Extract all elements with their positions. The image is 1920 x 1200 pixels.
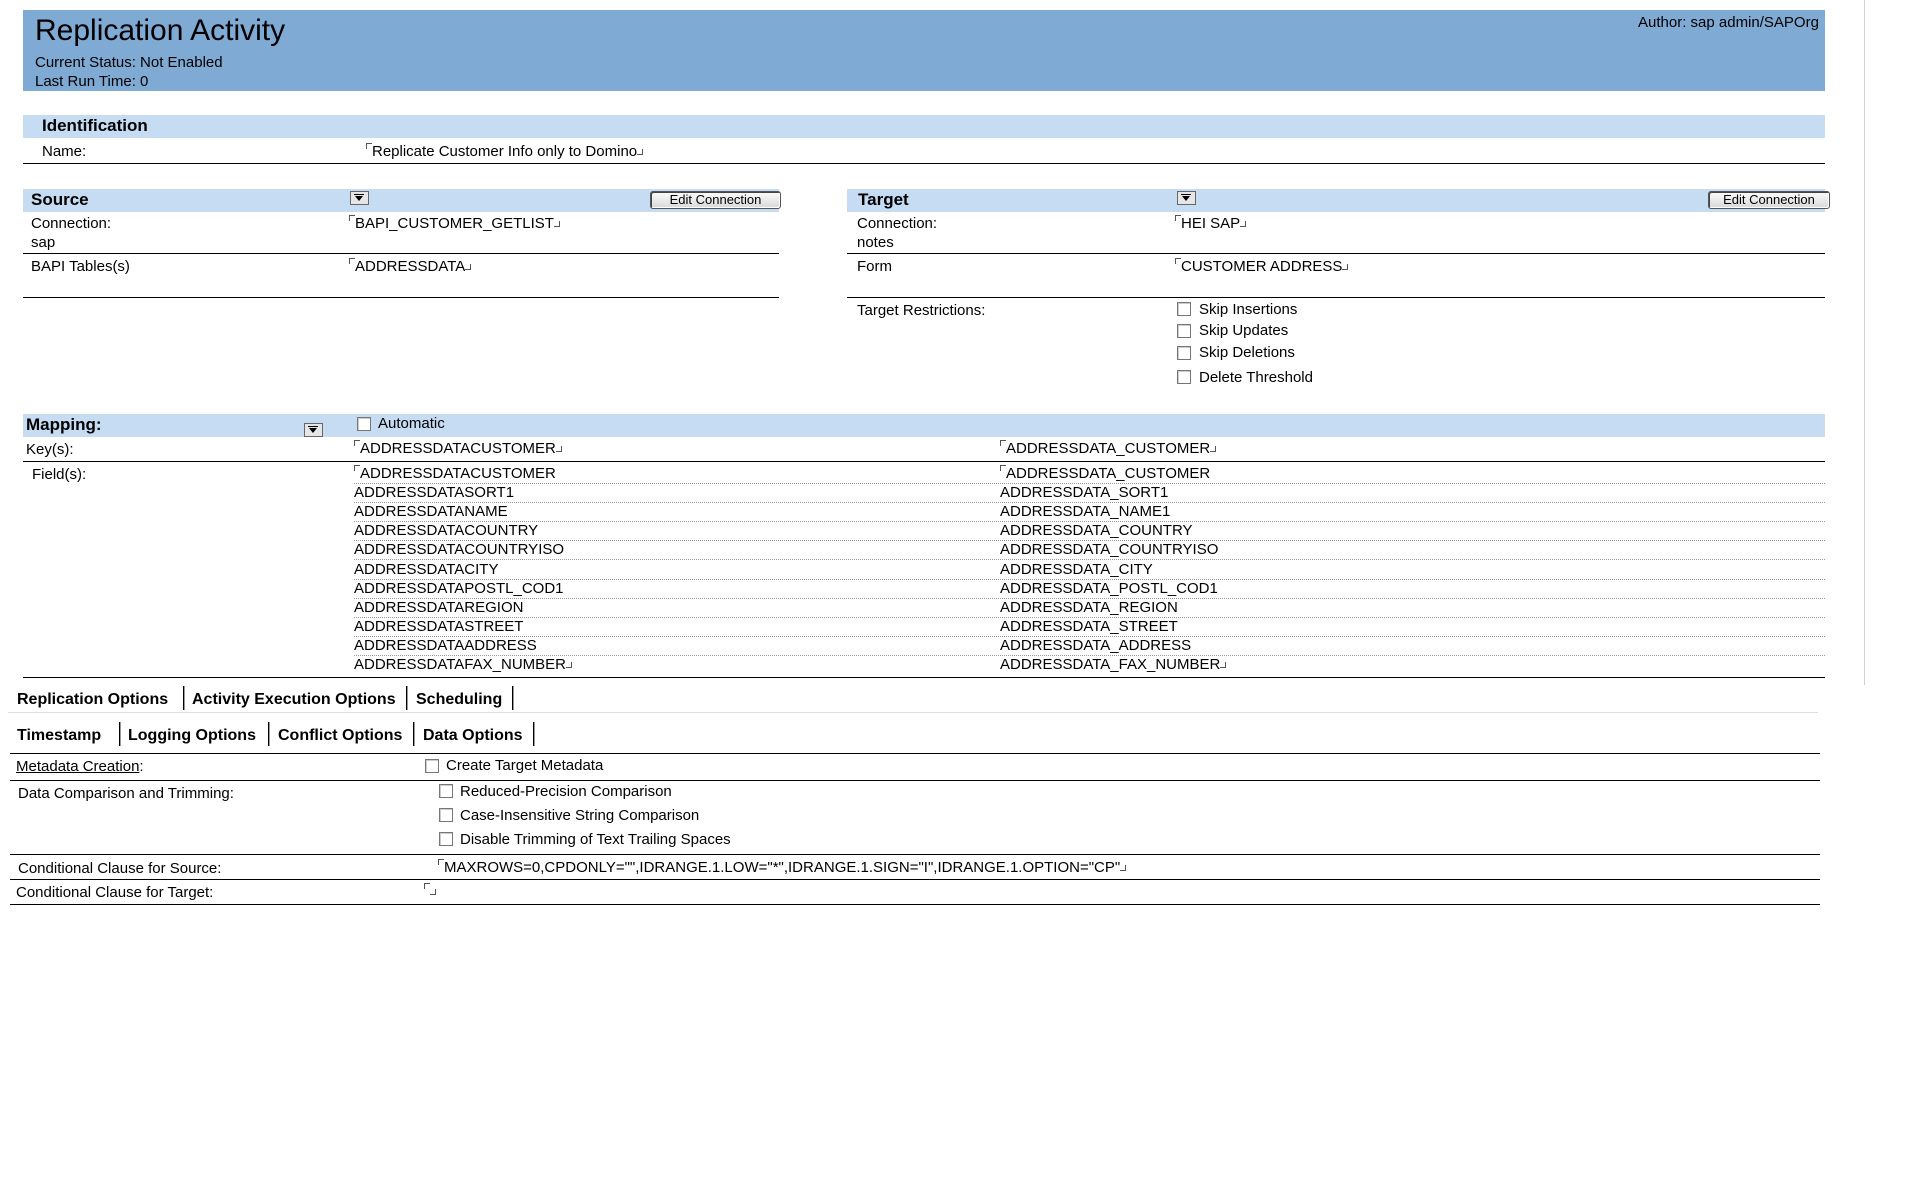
field-source-item [354, 618, 523, 636]
tab-data-options[interactable]: Data Options [423, 727, 523, 744]
skip-deletions-label: Skip Deletions [1199, 344, 1295, 361]
target-clause-field[interactable] [424, 883, 436, 901]
case-insensitive-checkbox[interactable] [439, 808, 453, 822]
divider [23, 461, 1825, 462]
field-source-item [354, 580, 564, 598]
target-connection-field[interactable] [1175, 215, 1246, 233]
field-target-text: ADDRESSDATA_POSTL_COD1 [1000, 580, 1218, 597]
field-row-divider [354, 598, 1825, 599]
last-run-time: Last Run Time: 0 [35, 73, 149, 90]
field-source-item [354, 561, 498, 579]
field-target-text: ADDRESSDATA_COUNTRYISO [1000, 541, 1219, 558]
tab-replication-options[interactable]: Replication Options [17, 691, 169, 708]
field-target-item [1000, 484, 1168, 502]
delete-threshold-label: Delete Threshold [1199, 369, 1313, 386]
metadata-creation-label [16, 758, 144, 776]
data-comparison-label: Data Comparison and Trimming: [18, 785, 234, 802]
mapping-heading: Mapping: [26, 415, 102, 434]
source-clause-value: MAXROWS=0,CPDONLY="",IDRANGE.1.LOW="*",IDRANGE.1.SIGN="I",IDRANGE.1.OPTION="CP" [444, 859, 1121, 876]
skip-insertions-checkbox[interactable] [1177, 302, 1191, 316]
divider [23, 677, 1825, 678]
reduced-precision-checkbox[interactable] [439, 784, 453, 798]
skip-updates-checkbox[interactable] [1177, 324, 1191, 338]
divider [10, 879, 1820, 880]
divider [847, 253, 1825, 254]
source-connection-value: BAPI_CUSTOMER_GETLIST [355, 215, 554, 232]
scrollbar[interactable] [1864, 0, 1865, 685]
current-status: Current Status: Not Enabled [35, 54, 223, 71]
field-target-item [1000, 637, 1191, 655]
reduced-precision-label: Reduced-Precision Comparison [460, 783, 672, 800]
field-source-text: ADDRESSDATAPOSTL_COD1 [354, 580, 564, 597]
bapi-tables-label: BAPI Tables(s) [31, 258, 130, 275]
field-target-item [1000, 618, 1178, 636]
mapping-dropdown-icon[interactable] [304, 423, 323, 437]
field-target-item [1000, 465, 1210, 483]
identification-heading: Identification [42, 116, 148, 135]
field-row-divider [354, 655, 1825, 656]
page-title: Replication Activity [35, 14, 286, 47]
field-target-text: ADDRESSDATA_NAME1 [1000, 503, 1171, 520]
field-source-text: ADDRESSDATAFAX_NUMBER [354, 656, 566, 673]
field-target-text: ADDRESSDATA_COUNTRY [1000, 522, 1193, 539]
field-source-item [354, 503, 508, 521]
bapi-tables-value: ADDRESSDATA [355, 258, 466, 275]
skip-updates-label: Skip Updates [1199, 322, 1289, 339]
source-heading: Source [31, 190, 89, 209]
field-source-text: ADDRESSDATASORT1 [354, 484, 515, 501]
target-connection-label: Connection: [857, 215, 938, 232]
case-insensitive-label: Case-Insensitive String Comparison [460, 807, 700, 824]
skip-insertions-label: Skip Insertions [1199, 301, 1298, 318]
field-row-divider [354, 502, 1825, 503]
skip-deletions-checkbox[interactable] [1177, 346, 1191, 360]
target-restrictions-label: Target Restrictions: [857, 302, 986, 319]
identification-band [23, 115, 1825, 138]
create-target-metadata-checkbox[interactable] [425, 759, 439, 773]
key-source-value: ADDRESSDATACUSTOMER [360, 440, 556, 457]
metadata-creation-colon: : [139, 758, 144, 775]
key-source-field[interactable] [354, 440, 562, 458]
field-target-item [1000, 656, 1226, 674]
field-target-text: ADDRESSDATA_ADDRESS [1000, 637, 1192, 654]
field-source-item [354, 465, 556, 483]
tab-separator [183, 686, 185, 710]
field-source-item [354, 522, 538, 540]
field-source-item [354, 541, 564, 559]
source-clause-label: Conditional Clause for Source: [18, 860, 222, 877]
tab-separator [406, 686, 408, 710]
field-source-text: ADDRESSDATACUSTOMER [360, 465, 556, 482]
field-row-divider [354, 483, 1825, 484]
field-target-item [1000, 599, 1178, 617]
source-clause-field[interactable] [438, 859, 1126, 877]
field-target-text: ADDRESSDATA_CITY [1000, 561, 1153, 578]
target-edit-connection-button[interactable]: Edit Connection [1708, 191, 1830, 209]
divider [847, 297, 1825, 298]
tab-scheduling[interactable]: Scheduling [416, 691, 503, 708]
target-dropdown-icon[interactable] [1177, 191, 1196, 205]
field-source-item [354, 637, 537, 655]
disable-trimming-checkbox[interactable] [439, 832, 453, 846]
field-target-item [1000, 561, 1153, 579]
author: Author: sap admin/SAPOrg [1638, 14, 1819, 31]
field-target-item [1000, 541, 1218, 559]
form-value: CUSTOMER ADDRESS [1181, 258, 1343, 275]
divider [23, 253, 779, 254]
tab-logging-options[interactable]: Logging Options [128, 727, 256, 744]
form-label: Form [857, 258, 892, 275]
field-row-divider [354, 617, 1825, 618]
metadata-creation-link[interactable]: Metadata Creation [16, 758, 140, 775]
field-row-divider [354, 559, 1825, 560]
field-row-divider [354, 540, 1825, 541]
field-target-item [1000, 503, 1170, 521]
field-target-text: ADDRESSDATA_REGION [1000, 599, 1178, 616]
tab-separator [413, 722, 415, 746]
target-connection-type: notes [857, 234, 894, 251]
source-connection-type: sap [31, 234, 56, 251]
name-value: Replicate Customer Info only to Domino [372, 143, 638, 160]
divider [10, 780, 1820, 781]
field-target-text: ADDRESSDATA_CUSTOMER [1006, 465, 1211, 482]
field-target-item [1000, 522, 1193, 540]
disable-trimming-label: Disable Trimming of Text Trailing Spaces [460, 831, 731, 848]
field-row-divider [354, 579, 1825, 580]
target-band [847, 189, 1825, 212]
tab-separator [119, 722, 121, 746]
source-edit-connection-button[interactable]: Edit Connection [650, 191, 781, 209]
automatic-label: Automatic [378, 415, 445, 432]
target-connection-value: HEI SAP [1181, 215, 1241, 232]
field-source-item [354, 656, 572, 674]
field-source-item [354, 484, 514, 502]
source-dropdown-icon[interactable] [350, 191, 369, 205]
name-field[interactable] [366, 143, 643, 161]
tab-separator [512, 686, 514, 710]
field-source-text: ADDRESSDATANAME [354, 503, 508, 520]
source-connection-field[interactable] [349, 215, 560, 233]
delete-threshold-checkbox[interactable] [1177, 370, 1191, 384]
tab-conflict-options[interactable]: Conflict Options [278, 727, 403, 744]
divider [10, 753, 1820, 754]
page-header [23, 10, 1825, 91]
divider [10, 904, 1820, 905]
field-target-item [1000, 580, 1218, 598]
divider [23, 297, 779, 298]
key-target-field[interactable] [1000, 440, 1216, 458]
divider [10, 854, 1820, 855]
automatic-checkbox[interactable] [357, 417, 371, 431]
field-source-text: ADDRESSDATAADDRESS [354, 637, 537, 654]
field-source-text: ADDRESSDATAREGION [354, 599, 524, 616]
field-source-text: ADDRESSDATASTREET [354, 618, 524, 635]
form-field[interactable] [1175, 258, 1348, 276]
mapping-band [23, 414, 1825, 437]
bapi-tables-field[interactable] [349, 258, 471, 276]
tab-activity-execution-options[interactable]: Activity Execution Options [192, 691, 396, 708]
target-heading: Target [858, 190, 909, 209]
field-source-item [354, 599, 523, 617]
create-target-metadata-label: Create Target Metadata [446, 757, 604, 774]
source-connection-label: Connection: [31, 215, 112, 232]
field-source-text: ADDRESSDATACOUNTRY [354, 522, 539, 539]
field-target-text: ADDRESSDATA_SORT1 [1000, 484, 1169, 501]
name-label: Name: [42, 143, 87, 160]
field-source-text: ADDRESSDATACITY [354, 561, 499, 578]
field-source-text: ADDRESSDATACOUNTRYISO [354, 541, 565, 558]
tab-separator [533, 722, 535, 746]
tab-separator [268, 722, 270, 746]
keys-label: Key(s): [26, 441, 74, 458]
divider [23, 163, 1825, 164]
fields-label: Field(s): [32, 466, 87, 483]
key-target-value: ADDRESSDATA_CUSTOMER [1006, 440, 1211, 457]
divider [8, 712, 1818, 713]
field-row-divider [354, 636, 1825, 637]
field-target-text: ADDRESSDATA_FAX_NUMBER [1000, 656, 1221, 673]
field-row-divider [354, 521, 1825, 522]
tab-timestamp[interactable]: Timestamp [17, 727, 102, 744]
target-clause-label: Conditional Clause for Target: [16, 884, 214, 901]
field-target-text: ADDRESSDATA_STREET [1000, 618, 1178, 635]
